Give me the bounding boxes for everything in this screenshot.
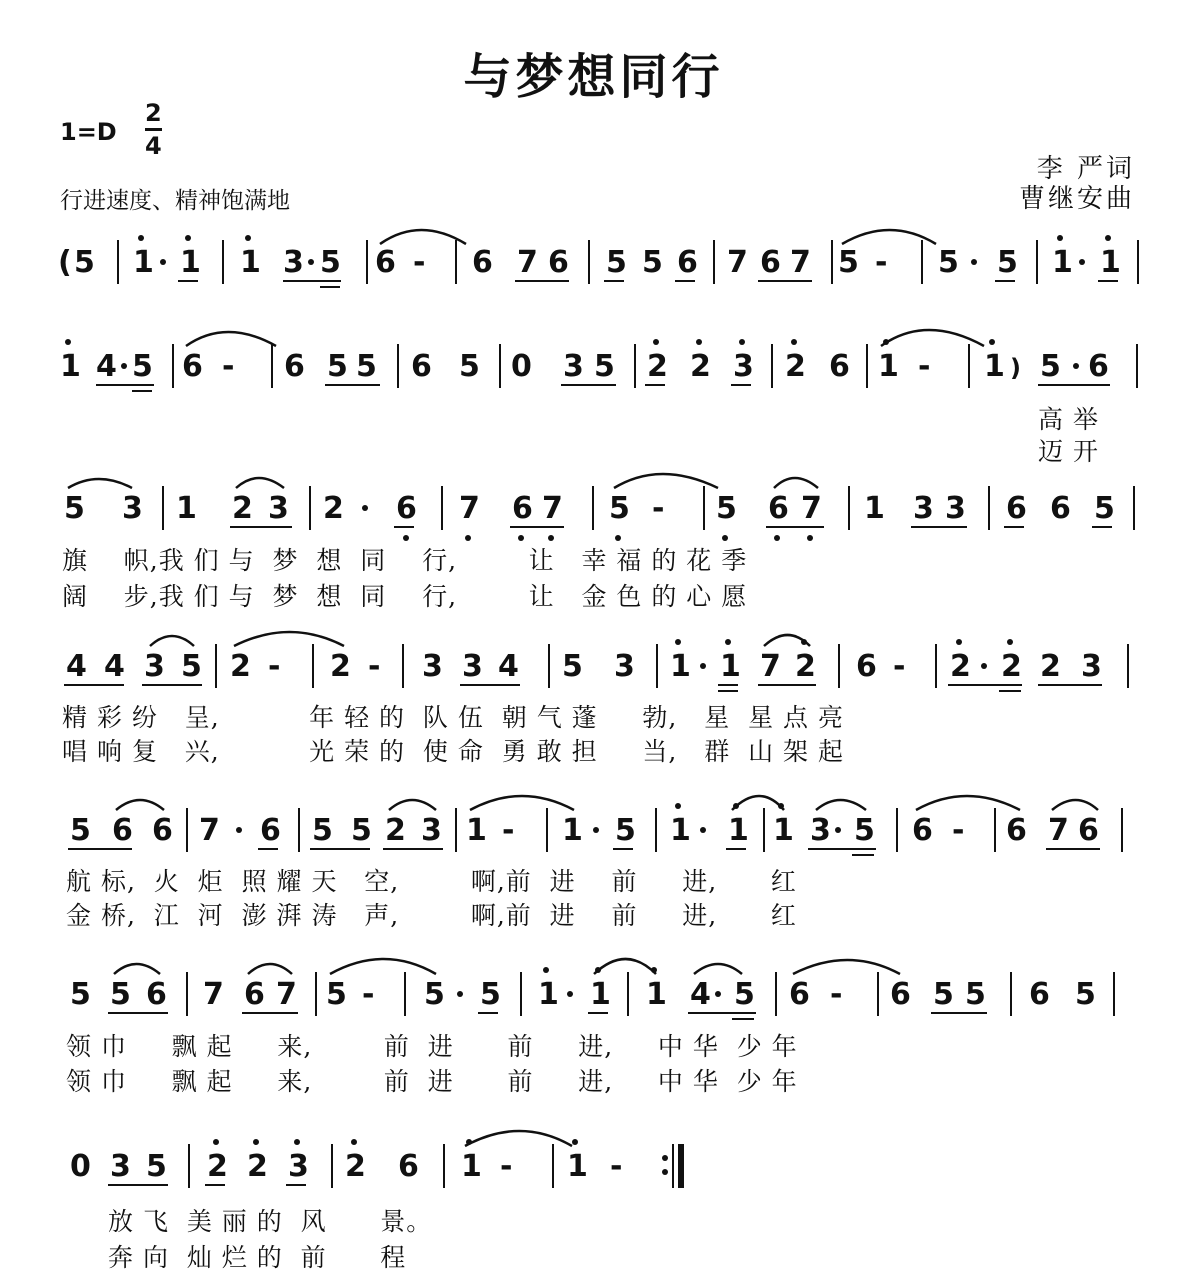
lyric-line-5-verse-2: 金 桥, 江 河 澎 湃 涛 声, 啊,前 进 前 进, 红 [66, 901, 797, 930]
svg-text:6: 6 [1078, 813, 1099, 848]
svg-text:5: 5 [1040, 349, 1061, 384]
svg-text:6: 6 [768, 491, 789, 526]
lyric-line-2-verse-1: 高 举 [1038, 405, 1099, 434]
svg-text:-: - [368, 649, 381, 684]
lyric-line-7-verse-1: 放 飞 美 丽 的 风 景。 [108, 1207, 433, 1236]
svg-text:6: 6 [856, 649, 877, 684]
svg-text:5: 5 [64, 491, 85, 526]
svg-text:5: 5 [110, 977, 131, 1012]
svg-text:5: 5 [1094, 491, 1115, 526]
svg-text:2: 2 [785, 349, 806, 384]
svg-text:5: 5 [181, 649, 202, 684]
svg-text:1: 1 [60, 349, 81, 384]
svg-text:5: 5 [594, 349, 615, 384]
svg-text:6: 6 [677, 245, 698, 280]
svg-text:5: 5 [1075, 977, 1096, 1012]
svg-text:5: 5 [838, 245, 859, 280]
svg-text:1: 1 [133, 245, 154, 280]
svg-text:1: 1 [240, 245, 261, 280]
svg-text:2: 2 [323, 491, 344, 526]
svg-text:-: - [222, 349, 235, 384]
svg-text:1: 1 [720, 649, 741, 684]
svg-text:1: 1 [646, 977, 667, 1012]
svg-text:3: 3 [110, 1149, 131, 1184]
svg-text:1: 1 [670, 649, 691, 684]
lyric-line-5-verse-1: 航 标, 火 炬 照 耀 天 空, 啊,前 进 前 进, 红 [66, 867, 797, 896]
svg-text:7: 7 [542, 491, 563, 526]
svg-text:5: 5 [997, 245, 1018, 280]
svg-text:7: 7 [1048, 813, 1069, 848]
svg-text:2: 2 [230, 649, 251, 684]
svg-text:4: 4 [96, 349, 117, 384]
svg-text:5: 5 [459, 349, 480, 384]
svg-text:3: 3 [945, 491, 966, 526]
svg-text:2: 2 [950, 649, 971, 684]
svg-text:6: 6 [244, 977, 265, 1012]
svg-text:3: 3 [913, 491, 934, 526]
svg-text:): ) [1010, 354, 1021, 382]
lyric-line-4-verse-2: 唱 响 复 兴, 光 荣 的 使 命 勇 敢 担 当, 群 山 架 起 [62, 737, 844, 766]
svg-text:1: 1 [590, 977, 611, 1012]
svg-text:-: - [830, 977, 843, 1012]
svg-text:6: 6 [890, 977, 911, 1012]
key-signature: 1=D [60, 118, 117, 146]
svg-text:-: - [652, 491, 665, 526]
svg-text:7: 7 [801, 491, 822, 526]
svg-text:3: 3 [422, 649, 443, 684]
lyricist-credit: 李 严词 [1036, 154, 1135, 184]
svg-text:5: 5 [938, 245, 959, 280]
svg-text:5: 5 [734, 977, 755, 1012]
lyric-line-3-verse-2: 阔 步,我 们 与 梦 想 同 行, 让 金 色 的 心 愿 [62, 582, 748, 611]
svg-text:2: 2 [345, 1149, 366, 1184]
lyric-line-6-verse-2: 领 巾 飘 起 来, 前 进 前 进, 中 华 少 年 [66, 1067, 798, 1096]
svg-text:5: 5 [70, 977, 91, 1012]
svg-text:6: 6 [760, 245, 781, 280]
tempo-marking: 行进速度、精神饱满地 [60, 188, 290, 214]
svg-text:0: 0 [511, 349, 532, 384]
lyric-line-7-verse-2: 奔 向 灿 烂 的 前 程 [108, 1243, 407, 1272]
svg-text:6: 6 [789, 977, 810, 1012]
svg-text:2: 2 [1001, 649, 1022, 684]
svg-text:7: 7 [760, 649, 781, 684]
svg-text:1: 1 [670, 813, 691, 848]
svg-text:3: 3 [288, 1149, 309, 1184]
svg-text:-: - [952, 813, 965, 848]
svg-text:7: 7 [203, 977, 224, 1012]
svg-text:2: 2 [385, 813, 406, 848]
svg-text:5: 5 [933, 977, 954, 1012]
lyric-line-4-verse-1: 精 彩 纷 呈, 年 轻 的 队 伍 朝 气 蓬 勃, 星 星 点 亮 [62, 703, 844, 732]
svg-text:1: 1 [562, 813, 583, 848]
svg-text:1: 1 [538, 977, 559, 1012]
svg-text:7: 7 [727, 245, 748, 280]
svg-text:-: - [362, 977, 375, 1012]
svg-text:-: - [893, 649, 906, 684]
svg-text:5: 5 [351, 813, 372, 848]
svg-text:6: 6 [512, 491, 533, 526]
svg-text:5: 5 [562, 649, 583, 684]
svg-text:3: 3 [614, 649, 635, 684]
meter-bottom: 4 [145, 132, 162, 160]
svg-text:6: 6 [398, 1149, 419, 1184]
svg-text:-: - [413, 245, 426, 280]
svg-text:5: 5 [312, 813, 333, 848]
svg-text:5: 5 [716, 491, 737, 526]
svg-text:5: 5 [480, 977, 501, 1012]
svg-text:1: 1 [180, 245, 201, 280]
svg-text:1: 1 [461, 1149, 482, 1184]
svg-text:4: 4 [104, 649, 125, 684]
svg-text:3: 3 [268, 491, 289, 526]
svg-text:5: 5 [327, 349, 348, 384]
svg-text:2: 2 [647, 349, 668, 384]
svg-text:0: 0 [70, 1149, 91, 1184]
svg-text:1: 1 [1100, 245, 1121, 280]
svg-text:5: 5 [965, 977, 986, 1012]
svg-text:1: 1 [567, 1149, 588, 1184]
svg-text:6: 6 [1050, 491, 1071, 526]
svg-text:3: 3 [462, 649, 483, 684]
svg-text:6: 6 [548, 245, 569, 280]
lyric-line-2-verse-2: 迈 开 [1038, 437, 1099, 466]
svg-text:6: 6 [375, 245, 396, 280]
composer-credit: 曹继安曲 [1018, 184, 1135, 214]
svg-text:6: 6 [260, 813, 281, 848]
svg-text:7: 7 [790, 245, 811, 280]
svg-text:2: 2 [690, 349, 711, 384]
svg-text:6: 6 [146, 977, 167, 1012]
svg-text:2: 2 [247, 1149, 268, 1184]
svg-text:3: 3 [733, 349, 754, 384]
lyric-line-6-verse-1: 领 巾 飘 起 来, 前 进 前 进, 中 华 少 年 [66, 1032, 798, 1061]
svg-text:6: 6 [112, 813, 133, 848]
svg-text:(: ( [58, 245, 72, 280]
svg-text:2: 2 [330, 649, 351, 684]
svg-text:5: 5 [854, 813, 875, 848]
svg-text:5: 5 [70, 813, 91, 848]
svg-text:6: 6 [472, 245, 493, 280]
svg-text:-: - [268, 649, 281, 684]
svg-text:5: 5 [326, 977, 347, 1012]
svg-text:6: 6 [1006, 813, 1027, 848]
svg-text:2: 2 [207, 1149, 228, 1184]
svg-text:3: 3 [1081, 649, 1102, 684]
svg-text:5: 5 [320, 245, 341, 280]
svg-text:5: 5 [132, 349, 153, 384]
svg-text:7: 7 [276, 977, 297, 1012]
svg-text:1: 1 [728, 813, 749, 848]
svg-text:1: 1 [773, 813, 794, 848]
svg-text:1: 1 [466, 813, 487, 848]
svg-text:4: 4 [498, 649, 519, 684]
svg-text:2: 2 [795, 649, 816, 684]
svg-text:6: 6 [411, 349, 432, 384]
svg-text:6: 6 [829, 349, 850, 384]
svg-text:6: 6 [396, 491, 417, 526]
svg-text:6: 6 [1029, 977, 1050, 1012]
lyric-line-3-verse-1: 旗 帜,我 们 与 梦 想 同 行, 让 幸 福 的 花 季 [62, 546, 748, 575]
svg-text:7: 7 [459, 491, 480, 526]
svg-text:5: 5 [642, 245, 663, 280]
svg-text:5: 5 [146, 1149, 167, 1184]
svg-text:6: 6 [1088, 349, 1109, 384]
svg-text:1: 1 [864, 491, 885, 526]
svg-text:2: 2 [232, 491, 253, 526]
svg-text:3: 3 [810, 813, 831, 848]
svg-text:6: 6 [152, 813, 173, 848]
svg-text:-: - [918, 349, 931, 384]
svg-text:5: 5 [74, 245, 95, 280]
svg-text:3: 3 [563, 349, 584, 384]
svg-text:4: 4 [690, 977, 711, 1012]
svg-text:-: - [610, 1149, 623, 1184]
meter-top: 2 [145, 99, 162, 127]
svg-text:6: 6 [912, 813, 933, 848]
svg-text:5: 5 [615, 813, 636, 848]
svg-text:5: 5 [356, 349, 377, 384]
svg-text:5: 5 [606, 245, 627, 280]
svg-text:3: 3 [122, 491, 143, 526]
svg-text:6: 6 [182, 349, 203, 384]
song-title: 与梦想同行 [463, 49, 724, 105]
svg-text:-: - [500, 1149, 513, 1184]
svg-text:5: 5 [609, 491, 630, 526]
svg-text:3: 3 [144, 649, 165, 684]
svg-text:7: 7 [517, 245, 538, 280]
svg-text:6: 6 [284, 349, 305, 384]
svg-text:1: 1 [176, 491, 197, 526]
svg-text:2: 2 [1040, 649, 1061, 684]
svg-text:5: 5 [424, 977, 445, 1012]
svg-text:4: 4 [66, 649, 87, 684]
svg-text:-: - [502, 813, 515, 848]
svg-text:7: 7 [199, 813, 220, 848]
svg-text:6: 6 [1006, 491, 1027, 526]
svg-text:1: 1 [984, 349, 1005, 384]
svg-text:1: 1 [1052, 245, 1073, 280]
svg-text:-: - [875, 245, 888, 280]
svg-text:3: 3 [421, 813, 442, 848]
svg-text:3: 3 [283, 245, 304, 280]
svg-text:1: 1 [878, 349, 899, 384]
